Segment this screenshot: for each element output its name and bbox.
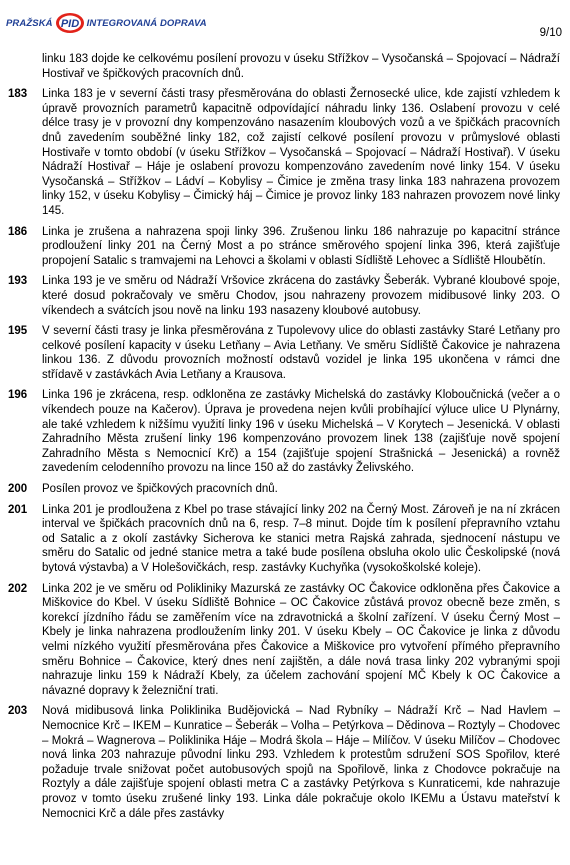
line-number: 195 [8,325,28,338]
entry [8,274,560,318]
entry [8,582,560,699]
line-number: 193 [8,275,28,288]
entry-text: Linka 193 je ve směru od Nádraží Vršovice zkrácena do zastávky Šeberák. Vybrané kloubové spoje, které dosud pokračovaly ve směru Chodov, jsou nahrazeny provozem midibusové linky 203. O víkendech a svátcích jsou nově na linku 193 nasazeny kloubové autobusy. [42,275,560,317]
entry-text: Linka 183 je v severní části trasy přesměrována do oblasti Žernosecké ulice, kde zajistí vzhledem k úpravě provozních parametrů kapacitně odpovídající náhradu linky 136. Oslabení provozu v celé délce trasy je v provozní dny kompenzováno nasazením kloubových vozů a ve špičkách pracovních dnů zavedením souběžné linky 182, což zajistí celkové posílení provozu v průmyslové oblasti Hostivaře v tomto období (v úseku Střížkov – Vysočanská – Spojovací – Nádraží Hostivař). V úseku Nádraží Hostivař – Háje je oslabení provozu kompenzováno zavedením nové linky 154. V úseku Vysočanská – Střížkov – Ládví – Kobylisy – Čimice je změna trasy linka 183 nahrazena provozem linky 152, v úseku Kobylisy – Čimický háj – Čimice je provoz linky 183 nahrazen provozem nové linky 145. [42,88,560,217]
entry [8,482,560,497]
line-number: 186 [8,225,28,238]
entry [8,503,560,576]
entry-text: Posílen provoz ve špičkových pracovních dnů. [42,483,278,496]
entry-text: V severní části trasy je linka přesměrována z Tupolevovy ulice do oblasti zastávky Staré Letňany pro celkové posílení kapacity v úseku Letňany – Avia Letňany. Ve směru Sídliště Čakovice je nahrazena linkou 136. Z důvodu provozních možností odstavů vozidel je linka 195 ukončena v rámci dne střídavě v zastávkách Avia Letňany a Krausova. [42,325,560,381]
entry-text: Linka 201 je prodloužena z Kbel po trase stávající linky 202 na Černý Most. Zároveň je na ní zkrácen interval ve špičkách pracovních dnů na 6, resp. 7–8 minut. Dojde tím k posílení přepravního vztahu od Satalic a z okolí zastávky Sicherova ke stanici metra Rajská zahrada, sjednocení nástupu ve směru do Satalic od jedné stanice metra a také bude posílena obsluha okolo ulic Českolipské (nová bytová výstavba) a V Holešovičkách, resp. zastávky Kuchyňka (vysokoškolské koleje). [42,503,560,574]
entry-text: Linka je zrušena a nahrazena spoji linky 396. Zrušenou linku 186 nahrazuje po kapacitní stránce prodloužení linky 201 na Černý Most a po stránce směrového spojení linka 396, která zajišťuje propojení Satalic s tramvajemi na Lehovci a školami v oblasti Sídliště Lehovec a Sídliště Hloubětín. [42,225,560,267]
pid-logo [6,12,207,34]
page-number: 9/10 [539,27,562,39]
entry [8,52,560,81]
logo-text-right: INTEGROVANÁ DOPRAVA [86,17,207,29]
entry-text: linku 183 dojde ke celkovému posílení provozu v úseku Střížkov – Vysočanská – Spojovací – Nádraží Hostivař ve špičkových pracovních dnů. [42,53,560,80]
entry-text: Linka 202 je ve směru od Polikliniky Mazurská ze zastávky OC Čakovice odkloněna přes Čakovice a Miškovice do Kbel. V úseku Sídliště Bohnice – OC Čakovice zůstává provoz obecně beze změn, s korekcí jízdního řádu se zaměřením více na zdravotnická a školní zařízení. V úseku Černý Most – Kbely je linka nahrazena prodloužením linky 201. V úseku Kbely – OC Čakovice je linka z důvodu velmi nízkého využití přesměrována přes Čakovice a Miškovice pro vytvoření přímého přepravního směru Bohnice – Čakovice, který dnes není zajištěn, a dále nová trasa linky 202 vybranými spoji nahrazuje linku 159 k Nádraží Kbely, za účelem zachování spojení MČ Kbely k OC Čakovice a návazné dopravy k železniční trati. [42,582,560,697]
entry [8,704,560,821]
logo-mark-text: PID [60,18,79,30]
line-number: 201 [8,503,28,516]
entry-text: Linka 196 je zkrácena, resp. odkloněna ze zastávky Michelská do zastávky Kloboučnická (večer a o víkendech pouze na Kačerov). Úprava je provedena nejen kvůli probíhající výluce ulice U Plynárny, ale také vzhledem k nižšímu využití linky 196 v úseku Michelská – V Korytech – Jesenická. V oblasti Zahradního Města zrušení linky 196 kompenzováno provozem linek 138 (zajišťuje nově spojení Zahradního Města s Nemocnicí Krč) a 154 (zajišťuje spojení Strašnická – Jesenická) a rovněž zavedením celodenního provozu na lince 150 až do zastávky Želivského. [42,389,560,475]
line-number: 200 [8,483,28,496]
line-number: 202 [8,582,28,595]
entry [8,225,560,269]
line-number: 203 [8,705,28,718]
line-number: 183 [8,88,28,101]
document-body [8,52,560,827]
pid-logo-icon [55,12,85,34]
page-header [0,0,570,44]
line-number: 196 [8,389,28,402]
logo-text-left: PRAŽSKÁ [6,17,53,29]
entry-text: Nová midibusová linka Poliklinika Budějovická – Nad Rybníky – Nádraží Krč – Nad Havlem – Nemocnice Krč – IKEM – Kunratice – Šeberák – Volha – Petýrkova – Dědinova – Roztyly – Chodovec – Mokrá – Wagnerova – Poliklinika Háje – Modrá škola – Háje – Milíčov. V úseku Milíčov – Chodovec nová linka 203 nahrazuje původní linku 293. Vzhledem k protestům sdružení SOS Spořilov, které požaduje trvale snižovat počet autobusových spojů na Spořilově, linka z Chodovce pokračuje na Roztyly a dále zajišťuje spojení oblasti metra C a zastávky Petýrkova s Kunraticemi, kde nahrazuje provoz v tomto úseku zrušené linky 193. Linka dále pokračuje okolo IKEMu a Ústavu mateřství k Nemocnici Krč a dále přes zastávky [42,705,560,820]
entry [8,388,560,476]
entry [8,324,560,382]
entry [8,87,560,218]
